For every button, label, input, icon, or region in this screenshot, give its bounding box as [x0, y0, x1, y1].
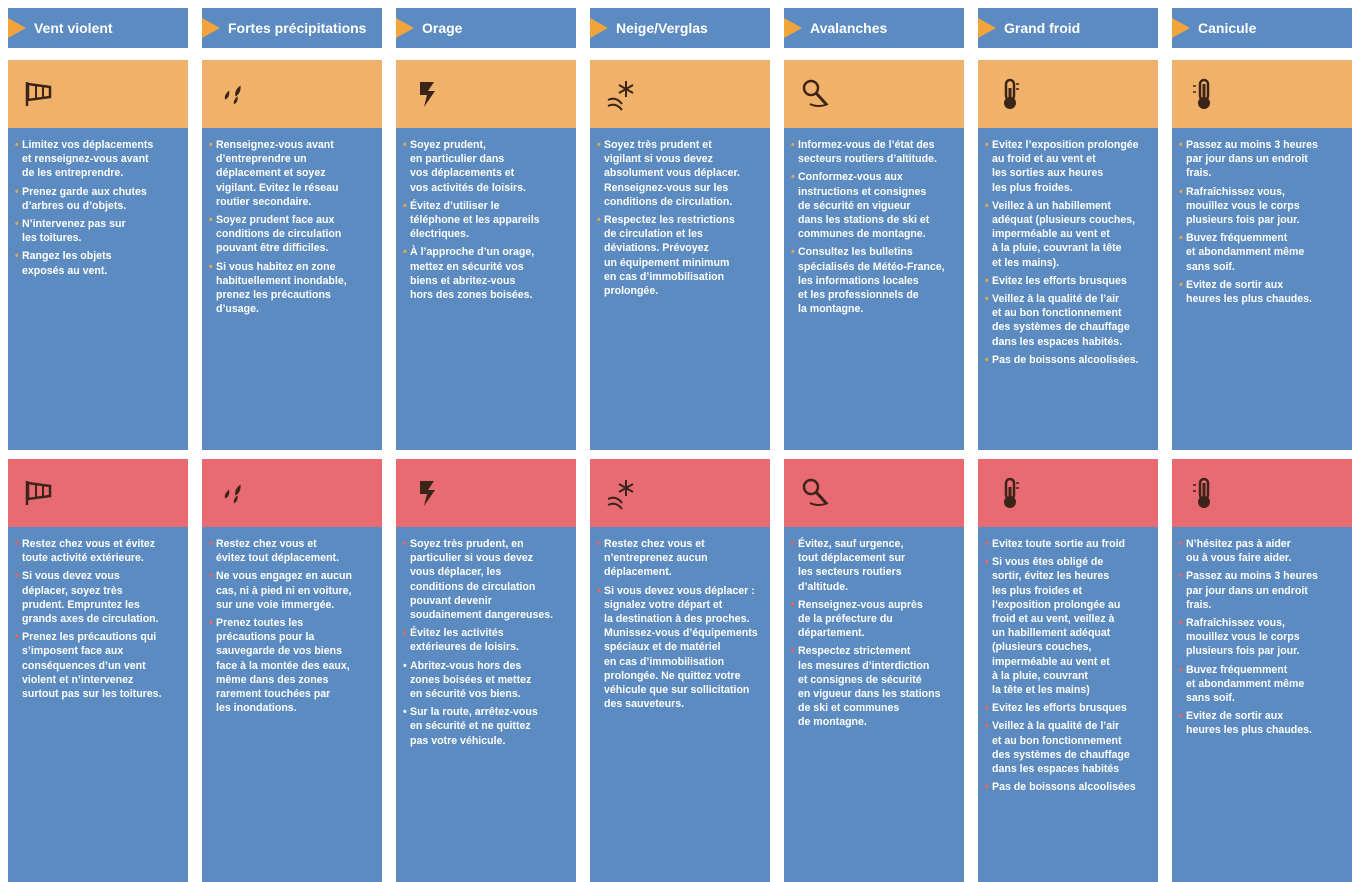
- windsock-icon: [20, 473, 60, 513]
- column-title: Orage: [422, 20, 463, 36]
- advice-item: • Évitez d’utiliser le téléphone et les appareils électriques.: [404, 199, 568, 242]
- red-advice-panel: [202, 527, 382, 882]
- advice-item: • Si vous devez vous déplacer : signalez votre départ et la destination à des proches. Munissez-vous d’équipements spéciaux et de matériel en cas d’immobilisation prolongée. Ne quittez votre véhicule que sur sollicitation des sauveteurs.: [598, 584, 762, 712]
- advice-item: • Soyez très prudent, en particulier si vous devez vous déplacer, les conditions de circulation pouvant devenir soudainement dangereuses.: [404, 537, 568, 622]
- advice-item: • Si vous habitez en zone habituellement inondable, prenez les précautions d’usage.: [210, 260, 374, 317]
- advice-item: • Evitez de sortir aux heures les plus chaudes.: [1180, 278, 1344, 306]
- snowflake-icon: [602, 74, 642, 114]
- red-level-band: [8, 459, 188, 527]
- rain-drops-icon: [214, 473, 254, 513]
- column-header: [396, 8, 576, 48]
- column-title: Canicule: [1198, 20, 1257, 36]
- red-advice-panel: [590, 527, 770, 882]
- advice-item: • Buvez fréquemment et abondamment même sans soif.: [1180, 663, 1344, 706]
- snowflake-icon: [602, 473, 642, 513]
- orange-advice-panel: [784, 128, 964, 450]
- advice-item: • Evitez les efforts brusques: [986, 274, 1150, 288]
- red-advice-panel: [8, 527, 188, 882]
- column-header: [590, 8, 770, 48]
- header-arrow-icon: [396, 18, 414, 38]
- column-title: Neige/Verglas: [616, 20, 708, 36]
- advice-item: • Évitez, sauf urgence, tout déplacement sur les secteurs routiers d’altitude.: [792, 537, 956, 594]
- column-title: Grand froid: [1004, 20, 1081, 36]
- advice-item: • Veillez à la qualité de l’air et au bon fonctionnement des systèmes de chauffage dans les espaces habités.: [986, 292, 1150, 349]
- advice-item: • Abritez-vous hors des zones boisées et mettez en sécurité vos biens.: [404, 659, 568, 702]
- orange-level-band: [202, 60, 382, 128]
- orange-advice-list: [784, 128, 964, 316]
- thermometer-hot-icon: [1184, 473, 1224, 513]
- red-advice-list: [202, 527, 382, 715]
- advice-item: • Prenez garde aux chutes d’arbres ou d’objets.: [16, 185, 180, 213]
- lightning-icon: [408, 74, 448, 114]
- advice-item: • Passez au moins 3 heures par jour dans un endroit frais.: [1180, 138, 1344, 181]
- red-advice-list: [590, 527, 770, 711]
- advice-item: • Restez chez vous et évitez toute activité extérieure.: [16, 537, 180, 565]
- red-advice-panel: [396, 527, 576, 882]
- avalanche-icon: [796, 473, 836, 513]
- advice-item: • Informez-vous de l’état des secteurs routiers d’altitude.: [792, 138, 956, 166]
- advice-item: • Veillez à un habillement adéquat (plusieurs couches, imperméable au vent et à la pluie, couvrant la tête et les mains).: [986, 199, 1150, 270]
- orange-advice-list: [978, 128, 1158, 367]
- red-level-band: [590, 459, 770, 527]
- header-arrow-icon: [590, 18, 608, 38]
- column-header: [202, 8, 382, 48]
- advice-item: • Buvez fréquemment et abondamment même sans soif.: [1180, 231, 1344, 274]
- advice-item: • Pas de boissons alcoolisées: [986, 780, 1150, 794]
- header-arrow-icon: [784, 18, 802, 38]
- advice-item: • Veillez à la qualité de l’air et au bon fonctionnement des systèmes de chauffage dans les espaces habités: [986, 719, 1150, 776]
- red-advice-panel: [784, 527, 964, 882]
- orange-level-band: [1172, 60, 1352, 128]
- red-advice-list: [8, 527, 188, 701]
- advice-item: • Restez chez vous et n’entreprenez aucun déplacement.: [598, 537, 762, 580]
- advice-item: • Respectez strictement les mesures d’interdiction et consignes de sécurité en vigueur dans les stations de ski et communes de montagne.: [792, 644, 956, 729]
- orange-level-band: [784, 60, 964, 128]
- orange-advice-panel: [8, 128, 188, 450]
- column-title: Avalanches: [810, 20, 888, 36]
- advice-item: • Consultez les bulletins spécialisés de Météo-France, les informations locales et les professionnels de la montagne.: [792, 245, 956, 316]
- advice-item: • Passez au moins 3 heures par jour dans un endroit frais.: [1180, 569, 1344, 612]
- advice-item: • Soyez très prudent et vigilant si vous devez absolument vous déplacer. Renseignez-vous sur les conditions de circulation.: [598, 138, 762, 209]
- orange-level-band: [978, 60, 1158, 128]
- orange-level-band: [590, 60, 770, 128]
- red-level-band: [396, 459, 576, 527]
- column-title: Vent violent: [34, 20, 113, 36]
- red-advice-list: [1172, 527, 1352, 738]
- advice-item: • Soyez prudent, en particulier dans vos déplacements et vos activités de loisirs.: [404, 138, 568, 195]
- orange-advice-list: [396, 128, 576, 302]
- advice-item: • N’hésitez pas à aider ou à vous faire aider.: [1180, 537, 1344, 565]
- advice-item: • Conformez-vous aux instructions et consignes de sécurité en vigueur dans les stations de ski et communes de montagne.: [792, 170, 956, 241]
- red-advice-list: [978, 527, 1158, 794]
- red-advice-list: [396, 527, 576, 748]
- column-header: [978, 8, 1158, 48]
- advice-item: • N’intervenez pas sur les toitures.: [16, 217, 180, 245]
- advice-item: • Evitez de sortir aux heures les plus chaudes.: [1180, 709, 1344, 737]
- advice-item: • Si vous devez vous déplacer, soyez très prudent. Empruntez les grands axes de circulation.: [16, 569, 180, 626]
- advice-item: • Restez chez vous et évitez tout déplacement.: [210, 537, 374, 565]
- advice-item: • Limitez vos déplacements et renseignez-vous avant de les entreprendre.: [16, 138, 180, 181]
- thermometer-hot-icon: [1184, 74, 1224, 114]
- column-title: Fortes précipitations: [228, 20, 367, 36]
- red-advice-panel: [978, 527, 1158, 882]
- advice-item: • Renseignez-vous auprès de la préfecture du département.: [792, 598, 956, 641]
- orange-advice-list: [202, 128, 382, 316]
- windsock-icon: [20, 74, 60, 114]
- header-arrow-icon: [8, 18, 26, 38]
- red-advice-list: [784, 527, 964, 730]
- column-header: [1172, 8, 1352, 48]
- rain-drops-icon: [214, 74, 254, 114]
- advice-item: • Renseignez-vous avant d’entreprendre un déplacement et soyez vigilant. Evitez le réseau routier secondaire.: [210, 138, 374, 209]
- red-level-band: [202, 459, 382, 527]
- lightning-icon: [408, 473, 448, 513]
- header-arrow-icon: [1172, 18, 1190, 38]
- column-header: [8, 8, 188, 48]
- advice-item: • Prenez les précautions qui s’imposent face aux conséquences d’un vent violent et n’intervenez surtout pas sur les toitures.: [16, 630, 180, 701]
- advice-item: • Si vous êtes obligé de sortir, évitez les heures les plus froides et l’exposition prolongée au froid et au vent, veillez à un habillement adéquat (plusieurs couches, imperméable au vent et à la pluie, couvrant la tête et les mains): [986, 555, 1150, 697]
- advice-item: • Rafraîchissez vous, mouillez vous le corps plusieurs fois par jour.: [1180, 616, 1344, 659]
- header-arrow-icon: [978, 18, 996, 38]
- orange-advice-list: [1172, 128, 1352, 306]
- column-header: [784, 8, 964, 48]
- thermometer-cold-icon: [990, 74, 1030, 114]
- advice-item: • Sur la route, arrêtez-vous en sécurité et ne quittez pas votre véhicule.: [404, 705, 568, 748]
- orange-advice-list: [8, 128, 188, 278]
- advice-item: • Evitez toute sortie au froid: [986, 537, 1150, 551]
- red-level-band: [784, 459, 964, 527]
- advice-item: • Prenez toutes les précautions pour la sauvegarde de vos biens face à la montée des eaux, même dans des zones rarement touchées par les inondations.: [210, 616, 374, 715]
- advice-item: • Evitez les efforts brusques: [986, 701, 1150, 715]
- advice-item: • Ne vous engagez en aucun cas, ni à pied ni en voiture, sur une voie immergée.: [210, 569, 374, 612]
- orange-advice-panel: [396, 128, 576, 450]
- advice-item: • Respectez les restrictions de circulation et les déviations. Prévoyez un équipement minimum en cas d’immobilisation prolongée.: [598, 213, 762, 298]
- red-advice-panel: [1172, 527, 1352, 882]
- advice-item: • Évitez les activités extérieures de loisirs.: [404, 626, 568, 654]
- orange-advice-panel: [202, 128, 382, 450]
- avalanche-icon: [796, 74, 836, 114]
- orange-level-band: [8, 60, 188, 128]
- advice-item: • Pas de boissons alcoolisées.: [986, 353, 1150, 367]
- advice-item: • Soyez prudent face aux conditions de circulation pouvant être difficiles.: [210, 213, 374, 256]
- red-level-band: [1172, 459, 1352, 527]
- advice-item: • À l’approche d’un orage, mettez en sécurité vos biens et abritez-vous hors des zones boisées.: [404, 245, 568, 302]
- advice-item: • Rangez les objets exposés au vent.: [16, 249, 180, 277]
- orange-advice-panel: [590, 128, 770, 450]
- orange-advice-panel: [1172, 128, 1352, 450]
- orange-advice-list: [590, 128, 770, 298]
- advice-item: • Evitez l’exposition prolongée au froid et au vent et les sorties aux heures les plus froides.: [986, 138, 1150, 195]
- thermometer-cold-icon: [990, 473, 1030, 513]
- red-level-band: [978, 459, 1158, 527]
- header-arrow-icon: [202, 18, 220, 38]
- orange-level-band: [396, 60, 576, 128]
- advice-item: • Rafraîchissez vous, mouillez vous le corps plusieurs fois par jour.: [1180, 185, 1344, 228]
- orange-advice-panel: [978, 128, 1158, 450]
